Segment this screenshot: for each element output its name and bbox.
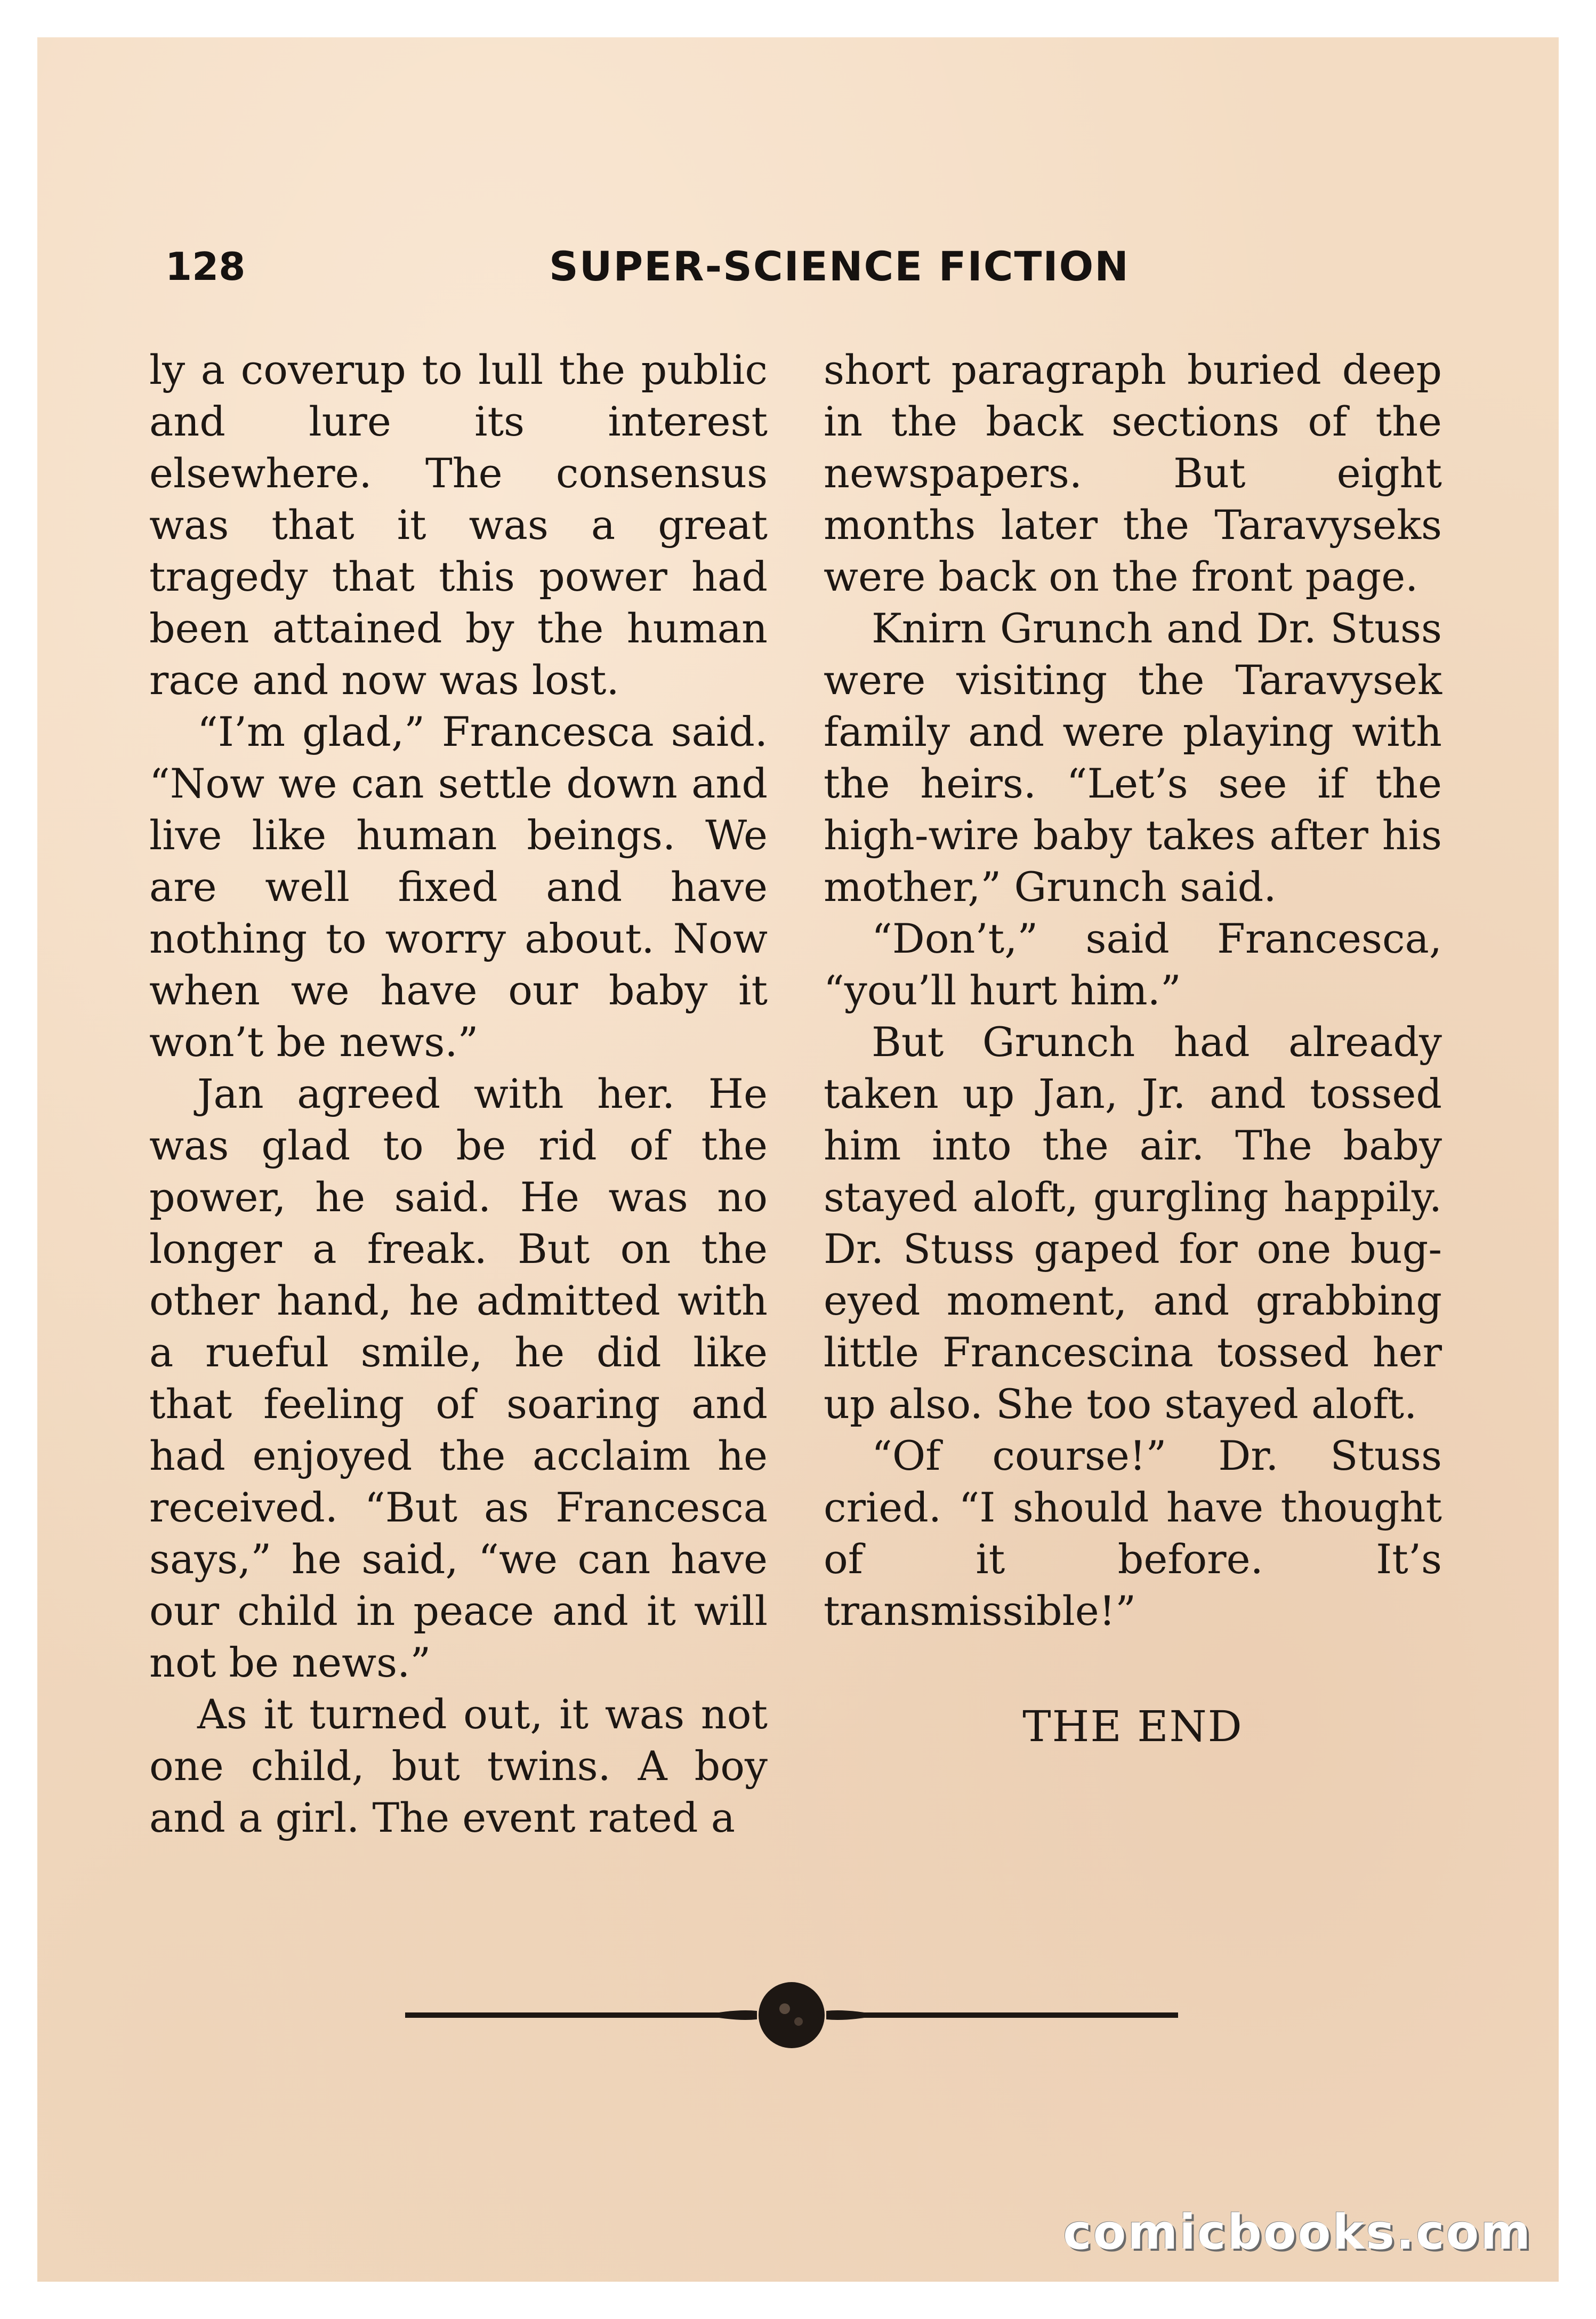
text-column-right bbox=[824, 344, 1442, 1752]
paragraph: Knirn Grunch and Dr. Stuss were visiting the Taravysek family and were playing with the heirs. “Let’s see if the high-wire baby takes after his mother,” Grunch said. bbox=[824, 605, 1442, 911]
watermark: comicbooks.com bbox=[1063, 2204, 1532, 2260]
running-title: SUPER-SCIENCE FICTION bbox=[549, 243, 1130, 290]
paragraph: “Don’t,” said Francesca, “you’ll hurt him.” bbox=[824, 915, 1442, 1014]
paragraph: Jan agreed with her. He was glad to be rid of the power, he said. He was no longer a freak. But on the other hand, he admitted with a rueful smile, he did like that feeling of soaring and had enjoyed the acclaim he received. “But as Francesca says,” he said, “we can have our child in peace and it will not be news.” bbox=[149, 1070, 768, 1686]
paragraph: “I’m glad,” Francesca said. “Now we can settle down and live like human beings. We are well fixed and have nothing to worry about. Now when we have our baby it won’t be news.” bbox=[149, 708, 768, 1066]
the-end-label: THE END bbox=[1022, 1702, 1243, 1751]
end-ornament-icon bbox=[405, 1978, 1178, 2052]
magazine-page bbox=[37, 37, 1559, 2282]
paragraph: short paragraph buried deep in the back sections of the newspapers. But eight months later the Taravyseks were back on the front page. bbox=[824, 346, 1442, 600]
text-column-left bbox=[149, 344, 768, 1843]
paragraph: As it turned out, it was not one child, but twins. A boy and a girl. The event rated a bbox=[149, 1690, 768, 1841]
paragraph: But Grunch had already taken up Jan, Jr. and tossed him into the air. The baby stayed aloft, gurgling happily. Dr. Stuss gaped for one bug-eyed moment, and grabbing little Francescina tossed her up also. She too stayed aloft. bbox=[824, 1018, 1442, 1428]
page-header bbox=[37, 235, 1559, 299]
page-number: 128 bbox=[165, 244, 246, 289]
paragraph: ly a coverup to lull the public and lure its interest elsewhere. The consensus was that it was a great tragedy that this power had been attained by the human race and now was lost. bbox=[149, 346, 768, 704]
paragraph: “Of course!” Dr. Stuss cried. “I should have thought of it before. It’s transmissible!” bbox=[824, 1432, 1442, 1634]
